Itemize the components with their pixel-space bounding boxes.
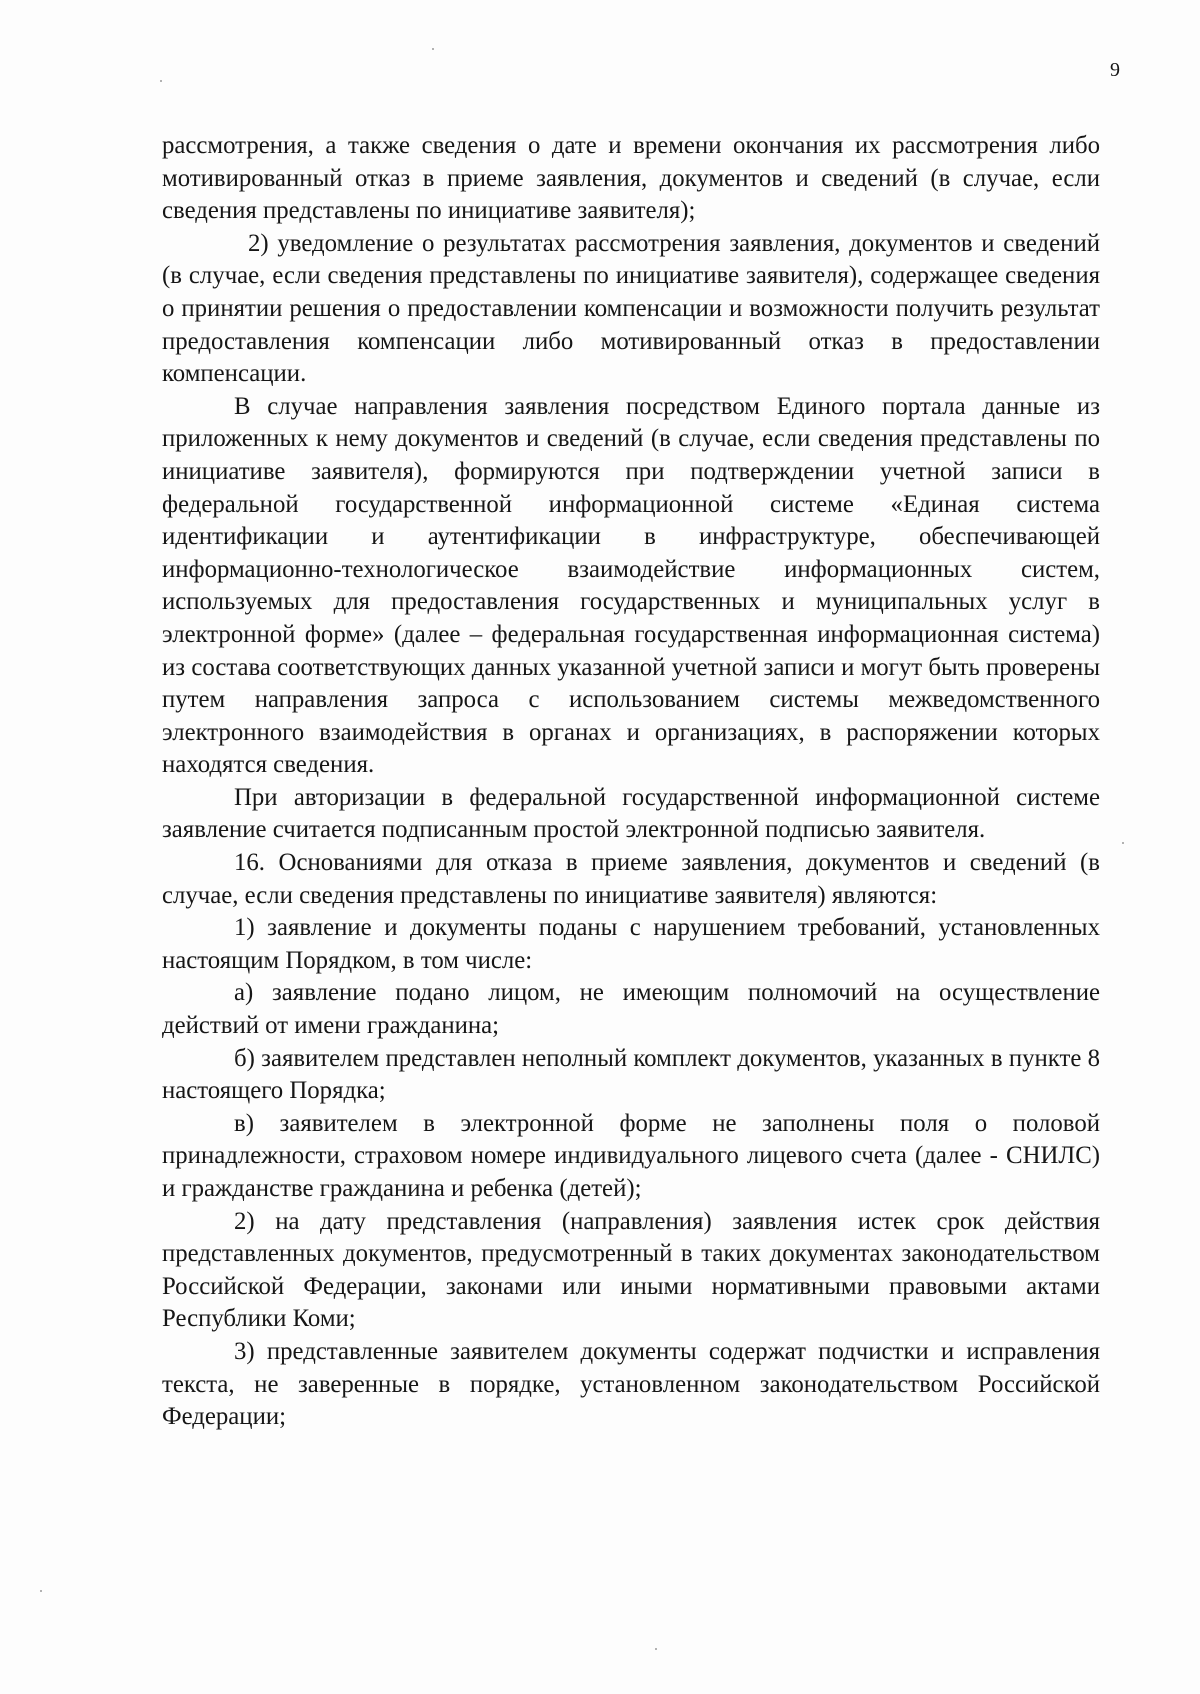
paragraph-unified-portal: В случае направления заявления посредством Единого портала данные из приложенных к нему документов и сведений (в случае, если сведения представлены по инициативе заявителя), формируются при подтверждении учетной записи в федеральной государственной информационной системе «Единая система идентификации и аутентификации в инфраструктуре, обеспечивающей информационно-технологическое взаимодействие информационных систем, используемых для предоставления государственных и муниципальных услуг в электронной форме» (далее – федеральная государственная информационная система) из состава соответствующих данных указанной учетной записи и могут быть проверены путем направления запроса с использованием системы межведомственного электронного взаимодействия в органах и организациях, в распоряжении которых находятся сведения. (162, 392, 1100, 779)
scan-speck (1122, 842, 1124, 844)
document-body (162, 130, 1100, 1434)
paragraph-ground-3: 3) представленные заявителем документы содержат подчистки и исправления текста, не заверенные в порядке, установленном законодательством Российской Федерации; (162, 1337, 1100, 1431)
scan-speck (40, 1590, 42, 1592)
paragraph-continuation: рассмотрения, а также сведения о дате и времени окончания их рассмотрения либо мотивированный отказ в приеме заявления, документов и сведений (в случае, если сведения представлены по инициативе заявителя); (162, 132, 1100, 225)
page-number: 9 (1110, 59, 1120, 81)
scan-speck (655, 1648, 657, 1650)
paragraph-item-2-notification: 2) уведомление о результатах рассмотрения заявления, документов и сведений (в случае, если сведения представлены по инициативе заявителя), содержащее сведения о принятии решения о предоставлении компенсации и возможности получить результат предоставления компенсации либо мотивированный отказ в предоставлении компенсации. (162, 229, 1100, 388)
paragraph-ground-1: 1) заявление и документы поданы с нарушением требований, установленных настоящим Порядком, в том числе: (162, 914, 1100, 974)
paragraph-ground-2: 2) на дату представления (направления) заявления истек срок действия представленных документов, предусмотренный в таких документах законодательством Российской Федерации, законами или иными нормативными правовыми актами Республики Коми; (162, 1207, 1100, 1333)
paragraph-authorization: При авторизации в федеральной государственной информационной системе заявление считается подписанным простой электронной подписью заявителя. (162, 783, 1100, 844)
paragraph-section-16: 16. Основаниями для отказа в приеме заявления, документов и сведений (в случае, если сведения представлены по инициативе заявителя) являются: (162, 849, 1100, 909)
paragraph-ground-1a: а) заявление подано лицом, не имеющим полномочий на осуществление действий от имени гражданина; (162, 979, 1100, 1040)
paragraph-ground-1b: б) заявителем представлен неполный комплект документов, указанных в пункте 8 настоящего Порядка; (162, 1044, 1100, 1105)
scan-speck (160, 80, 162, 82)
scan-speck (432, 48, 434, 50)
paragraph-ground-1v: в) заявителем в электронной форме не заполнены поля о половой принадлежности, страховом номере индивидуального лицевого счета (далее - СНИЛС) и гражданстве гражданина и ребенка (детей); (162, 1109, 1100, 1202)
